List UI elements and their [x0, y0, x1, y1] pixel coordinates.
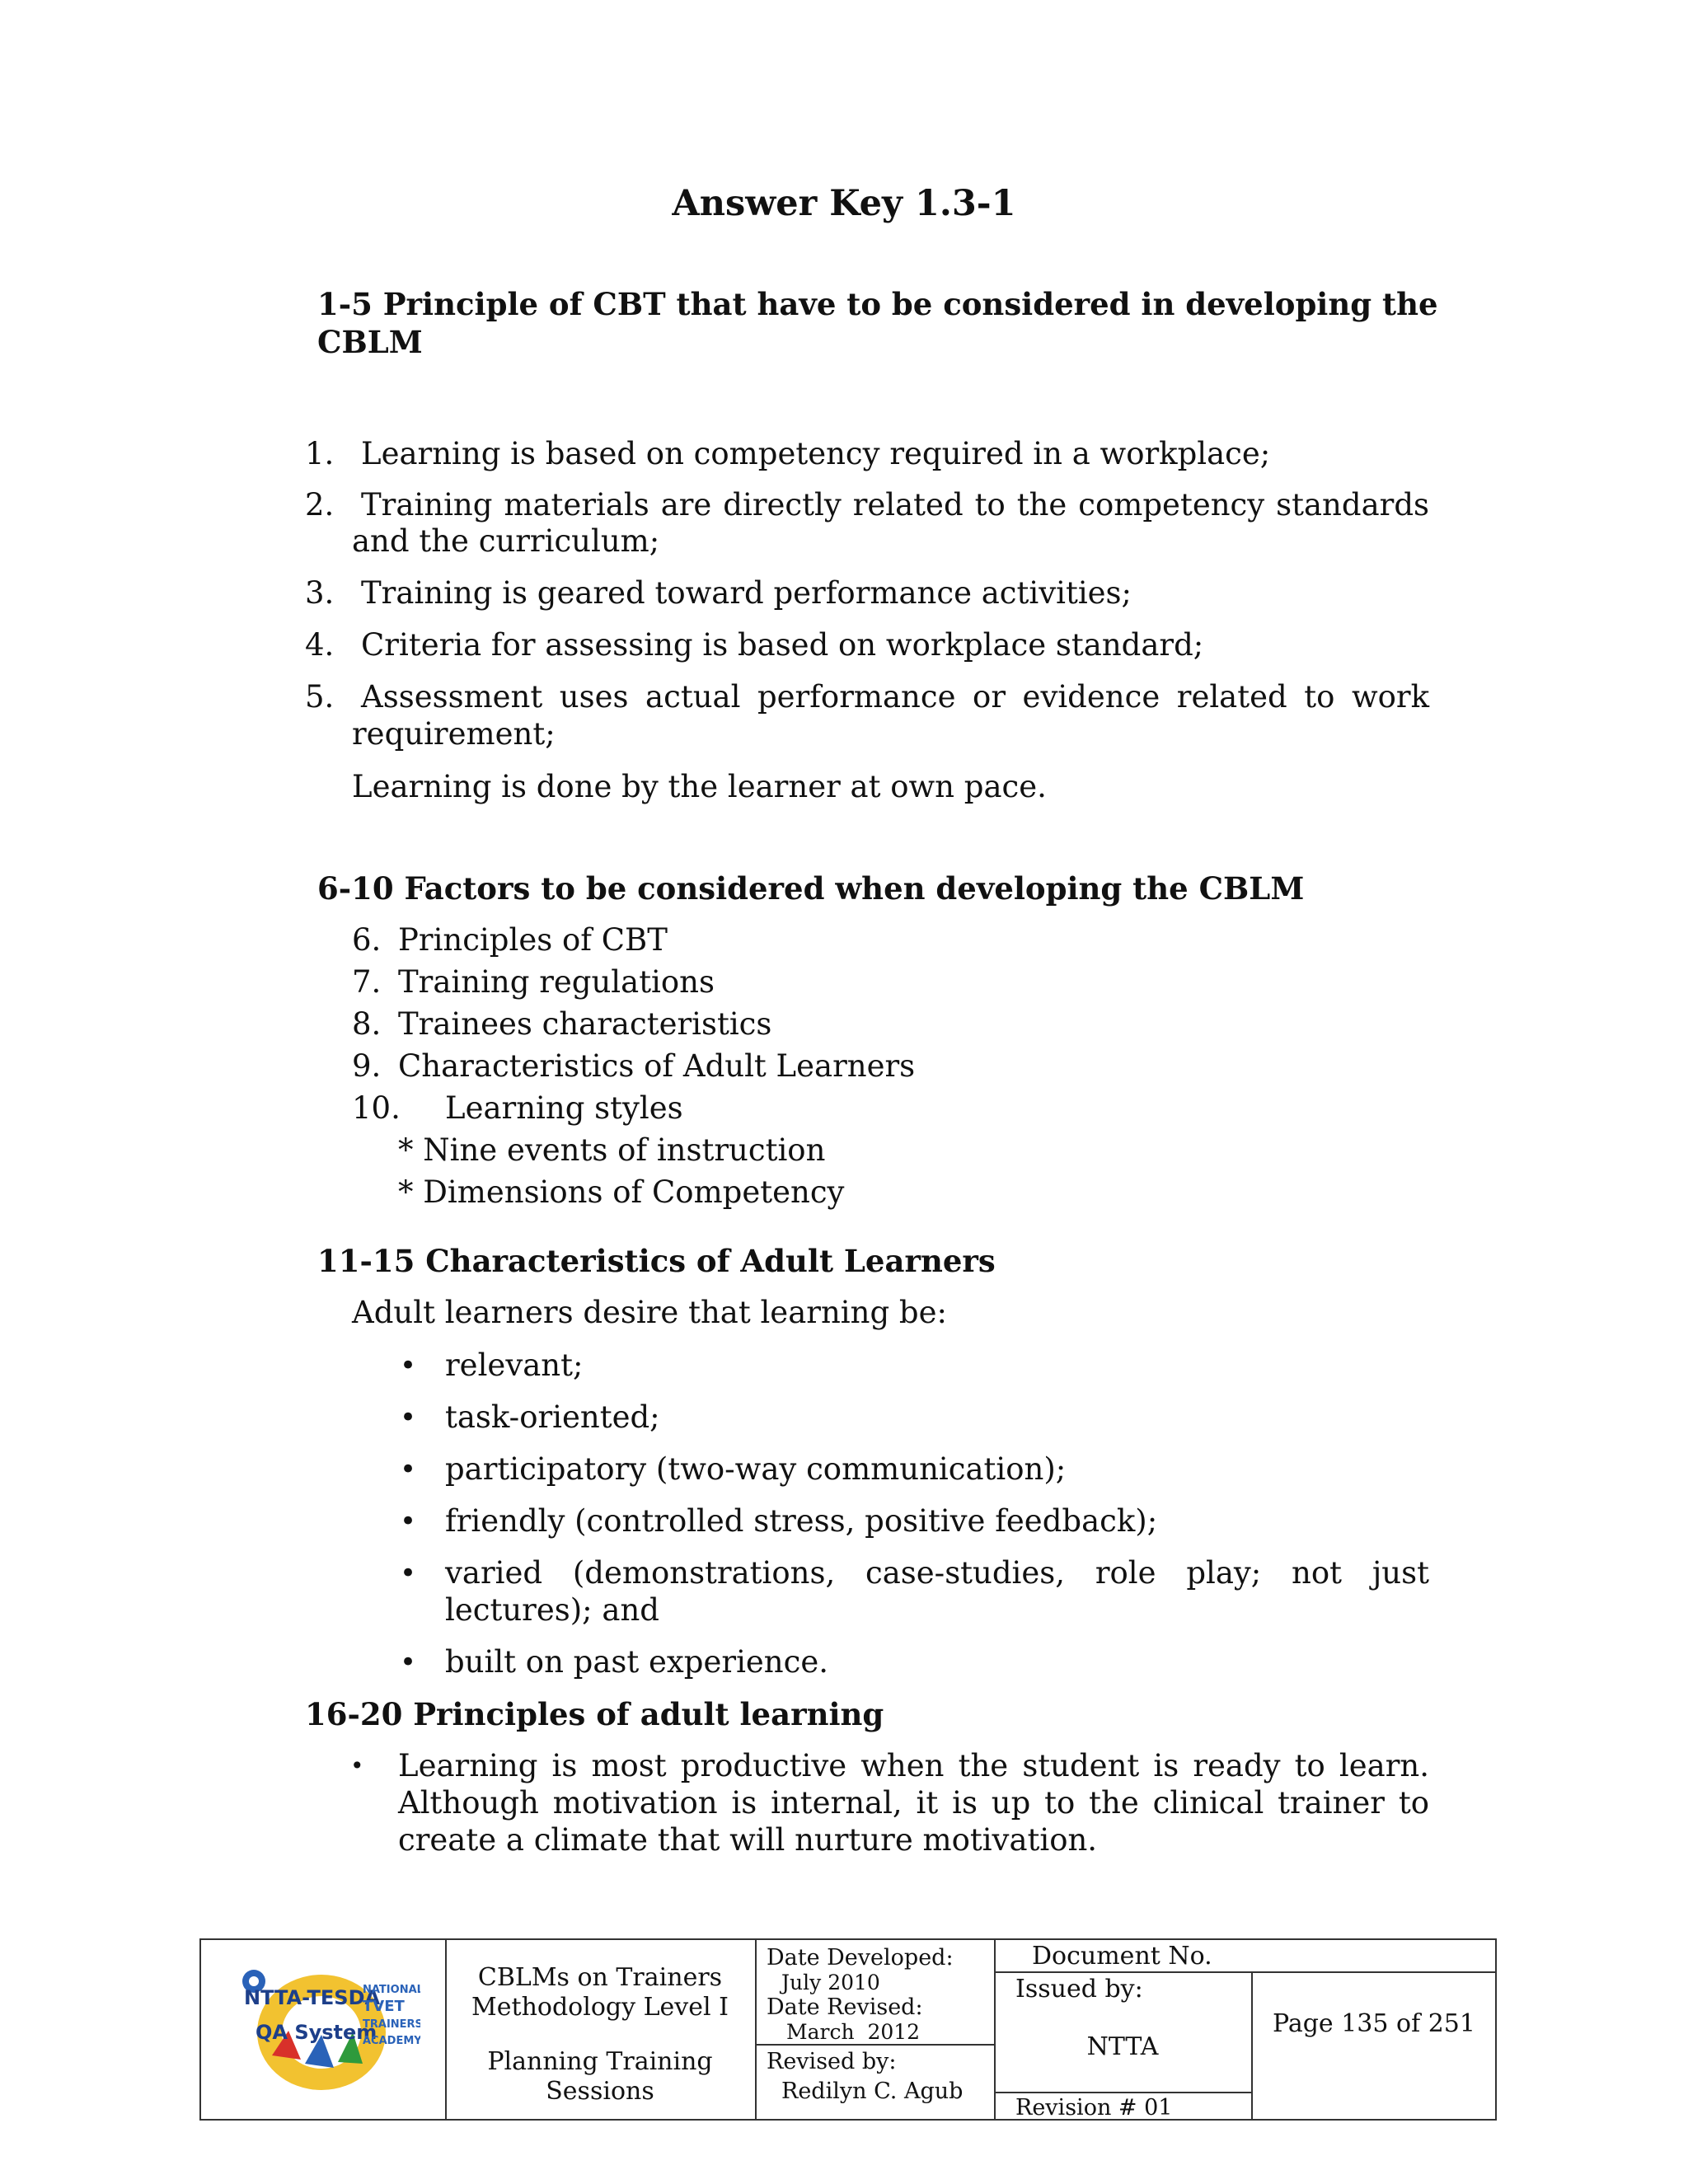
sub-item: * Nine events of instruction — [398, 1132, 826, 1168]
bullet-item: participatory (two-way communication); — [445, 1451, 1067, 1487]
bullet-icon: • — [400, 1557, 417, 1590]
list-item: Learning styles — [445, 1090, 683, 1126]
item-number: 3. — [305, 575, 335, 611]
svg-text:TRAINERS: TRAINERS — [363, 2018, 420, 2031]
svg-text:TVET: TVET — [363, 1998, 405, 2015]
divider — [1251, 1971, 1253, 2119]
section3-intro: Adult learners desire that learning be: — [352, 1295, 947, 1330]
footer-table — [199, 1938, 1497, 2121]
svg-text:NATIONAL: NATIONAL — [363, 1984, 420, 1996]
section1-heading-line1: 1-5 Principle of CBT that have to be considered in developing the — [317, 286, 1438, 322]
list-item-continued: and the curriculum; — [352, 523, 660, 559]
bullet-icon: • — [400, 1453, 417, 1486]
module-title-line3: Planning Training — [487, 2047, 713, 2076]
svg-text:QA System: QA System — [256, 2021, 377, 2044]
list-item: Training is geared toward performance activities; — [361, 575, 1132, 611]
issued-by-label: Issued by: — [1015, 1975, 1143, 2004]
page-title: Answer Key 1.3-1 — [672, 183, 1016, 224]
bullet-item: built on past experience. — [445, 1644, 829, 1680]
module-title-line2: Methodology Level I — [471, 1993, 729, 2022]
section1-heading-line2: CBLM — [317, 324, 423, 360]
item-number: 5. — [305, 679, 335, 715]
bullet-item-continued: lectures); and — [445, 1592, 659, 1628]
item-number: 9. — [352, 1048, 382, 1084]
extra-note: Learning is done by the learner at own pace. — [352, 769, 1047, 804]
item-number: 1. — [305, 436, 335, 471]
svg-text:NTTA-TESDA: NTTA-TESDA — [244, 1986, 381, 2009]
revision-number: Revision # 01 — [1015, 2095, 1173, 2121]
bullet-item: varied (demonstrations, case-studies, role play; not just — [445, 1555, 1429, 1591]
date-developed-label: Date Developed: — [767, 1945, 954, 1971]
issued-by: NTTA — [1086, 2032, 1159, 2061]
list-item: Characteristics of Adult Learners — [398, 1048, 916, 1084]
bullet-item: task-oriented; — [445, 1399, 660, 1435]
date-developed: July 2010 — [781, 1971, 880, 1994]
divider — [755, 1940, 757, 2119]
list-item: Training regulations — [398, 964, 715, 1000]
sub-item: * Dimensions of Competency — [398, 1174, 845, 1210]
date-revised-label: Date Revised: — [767, 1994, 923, 2020]
document-no-label: Document No. — [1032, 1942, 1212, 1971]
svg-text:ACADEMY: ACADEMY — [363, 2035, 420, 2047]
revised-by-label: Revised by: — [767, 2049, 897, 2074]
list-item: Training materials are directly related to the competency standards — [361, 487, 1429, 523]
list-item: Principles of CBT — [398, 922, 668, 958]
bullet-icon: • — [400, 1349, 417, 1382]
bullet-icon: • — [350, 1752, 364, 1779]
page-number: Page 135 of 251 — [1273, 2009, 1475, 2038]
item-number: 6. — [352, 922, 382, 958]
bullet-item: friendly (controlled stress, positive feedback); — [445, 1503, 1158, 1539]
list-item: Criteria for assessing is based on workplace standard; — [361, 627, 1204, 663]
item-number: 7. — [352, 964, 382, 1000]
section3-heading: 11-15 Characteristics of Adult Learners — [317, 1243, 996, 1279]
item-number: 2. — [305, 487, 335, 523]
bullet-icon: • — [400, 1646, 417, 1679]
bullet-item: relevant; — [445, 1347, 584, 1383]
list-item: Assessment uses actual performance or evidence related to work — [361, 679, 1429, 715]
item-number: 10. — [352, 1090, 401, 1126]
bullet-item-continued: create a climate that will nurture motivation. — [398, 1822, 1098, 1858]
bullet-item-continued: Although motivation is internal, it is up to the clinical trainer to — [398, 1785, 1429, 1821]
section4-heading: 16-20 Principles of adult learning — [305, 1696, 884, 1732]
item-number: 4. — [305, 627, 335, 663]
ntta-tesda-logo — [239, 1957, 420, 2105]
section2-heading: 6-10 Factors to be considered when developing the CBLM — [317, 870, 1305, 907]
list-item: Trainees characteristics — [398, 1006, 772, 1042]
bullet-icon: • — [400, 1401, 417, 1434]
list-item: Learning is based on competency required in a workplace; — [361, 436, 1271, 471]
list-item-continued: requirement; — [352, 716, 556, 752]
module-title-line1: CBLMs on Trainers — [477, 1963, 723, 1992]
bullet-item: Learning is most productive when the student is ready to learn. — [398, 1748, 1429, 1783]
bullet-icon: • — [400, 1505, 417, 1538]
revised-by: Redilyn C. Agub — [781, 2079, 964, 2104]
divider — [994, 1971, 1497, 1973]
date-revised: March 2012 — [786, 2020, 921, 2044]
item-number: 8. — [352, 1006, 382, 1042]
module-title-line4: Sessions — [546, 2077, 654, 2106]
